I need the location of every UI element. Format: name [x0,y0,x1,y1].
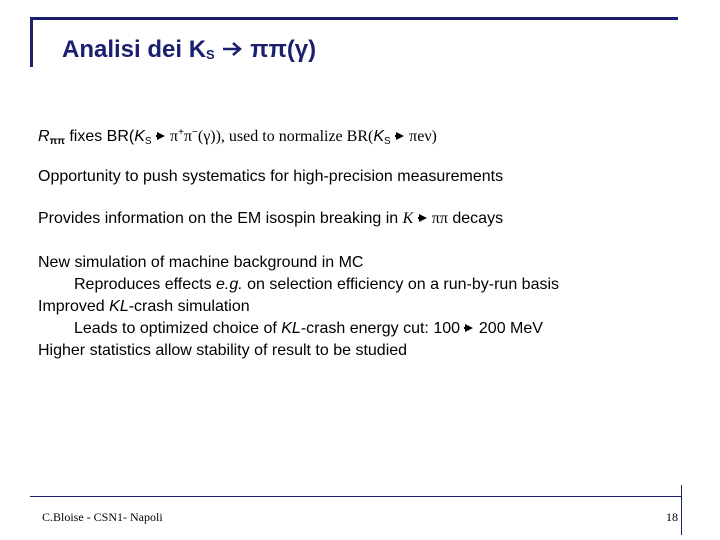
bullet-systematics: Opportunity to push systematics for high-precision measurements [38,168,504,185]
arrow-icon [395,131,405,141]
pi-plus: π [166,128,179,145]
block-line-background: New simulation of machine background in MC [38,254,364,271]
text-isospin: Provides information on the EM isospin breaking in [38,210,403,227]
r-subscript: ππ [49,136,65,147]
arrow-icon [418,213,428,223]
block-line-reproduces [38,274,559,296]
text-efficiency: on selection efficiency on a run-by-run basis [242,276,560,293]
pi-e: πe [405,128,425,145]
plus-superscript: + [178,127,184,138]
text-leads: Leads to optimized choice of [74,320,282,337]
text-decays: decays [447,210,504,227]
nu-close: ν) [424,128,437,145]
k-symbol-2: K [373,128,384,145]
text-kl: KL [109,298,129,315]
text-kl-2: KL [281,320,301,337]
simulation-block [38,252,559,362]
block-line-energy-cut [38,318,559,340]
title-main: Analisi dei K [62,36,207,63]
arrow-icon [464,323,474,333]
text-crash-sim: -crash simulation [128,298,250,315]
text-gamma-normalize: (γ)), used to normalize BR( [197,128,374,145]
text-eg: e.g. [216,276,243,293]
text-fixes-br: fixes BR( [64,128,135,145]
k-symbol-3: K [402,210,414,227]
text-mev: 200 MeV [474,320,543,337]
frame-left-border [30,17,33,67]
bullet-r-pipi [38,122,437,153]
block-line-kl-crash [38,296,559,318]
footer-author: C.Bloise - CSN1- Napoli [42,510,163,524]
text-reproduces: Reproduces effects [74,276,217,293]
block-line-statistics: Higher statistics allow stability of result to be studied [38,342,408,359]
page-number: 18 [666,510,678,524]
k-subscript-2: S [384,136,391,147]
pi-minus: π [183,128,193,145]
text-energy-cut: -crash energy cut: 100 [300,320,465,337]
pi-pi: ππ [427,210,448,227]
minus-superscript: − [192,127,198,138]
footer-divider [30,496,682,497]
text-improved: Improved [38,298,110,315]
k-symbol: K [134,128,145,145]
footer-vertical-divider [681,485,682,535]
bullet-isospin [38,208,503,230]
frame-top-border [30,17,678,20]
slide-title [62,36,316,64]
right-arrow-icon [221,41,243,57]
arrow-icon [156,131,166,141]
title-tail: ππ(γ) [250,36,317,63]
k-subscript: S [144,136,152,147]
r-symbol: R [38,128,50,145]
title-subscript: S [206,47,215,62]
